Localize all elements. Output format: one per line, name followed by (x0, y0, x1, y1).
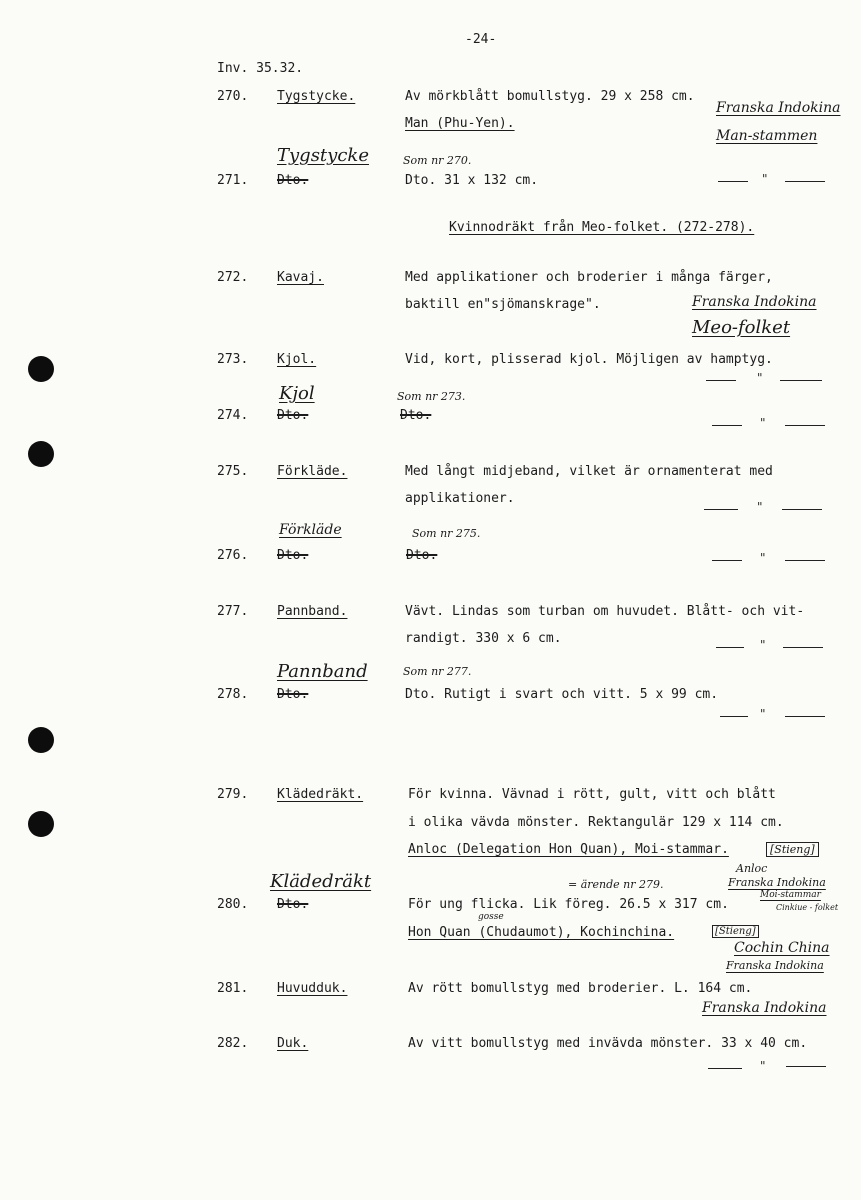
entry-number: 277. (217, 604, 249, 619)
inventory-number: Inv. 35.32. (217, 61, 304, 76)
handwritten-name: Förkläde (279, 522, 342, 538)
entry-number: 276. (217, 548, 249, 563)
handwritten-description: gosse (478, 912, 504, 922)
entry-number: 270. (217, 89, 249, 104)
binder-hole-1 (28, 356, 54, 382)
ditto-dash (780, 380, 822, 381)
binder-hole-3 (28, 727, 54, 753)
entry-description: Man (Phu-Yen). (405, 116, 515, 131)
margin-note: [Stieng] (766, 842, 819, 857)
entry-number: 280. (217, 897, 249, 912)
ditto-dash (783, 647, 823, 648)
page-number: -24- (465, 32, 497, 47)
handwritten-name: Klädedräkt (270, 871, 372, 892)
entry-number: 282. (217, 1036, 249, 1051)
entry-description: randigt. 330 x 6 cm. (405, 631, 562, 646)
entry-description: Av rött bomullstyg med broderier. L. 164 cm. (408, 981, 753, 996)
entry-number: 274. (217, 408, 249, 423)
entry-description: Av vitt bomullstyg med invävda mönster. 33 x 40 cm. (408, 1036, 808, 1051)
entry-name: Tygstycke. (277, 89, 356, 104)
margin-note: Cinkiue - folket (776, 903, 839, 912)
entry-description: Anloc (Delegation Hon Quan), Moi-stammar. (408, 842, 729, 857)
handwritten-description: Som nr 270. (403, 154, 472, 167)
ditto-mark: " (760, 416, 766, 430)
ditto-mark: " (760, 551, 766, 565)
ditto-dash (785, 181, 825, 182)
entry-description: Med långt midjeband, vilket är ornamenterat med (405, 464, 773, 479)
handwritten-description: Som nr 273. (397, 390, 466, 403)
margin-note: Meo-folket (692, 317, 791, 338)
entry-description: Dto. Rutigt i svart och vitt. 5 x 99 cm. (405, 687, 719, 702)
margin-note: Franska Indokina (726, 959, 824, 972)
handwritten-description: = ärende nr 279. (568, 878, 664, 891)
entry-number: 275. (217, 464, 249, 479)
entry-description: Vävt. Lindas som turban om huvudet. Blått- och vit- (405, 604, 805, 619)
section-heading: Kvinnodräkt från Meo-folket. (272-278). (449, 220, 755, 235)
binder-hole-2 (28, 441, 54, 467)
ditto-mark: " (760, 638, 766, 652)
ditto-dash (708, 1068, 742, 1069)
margin-note: Franska Indokina (716, 100, 841, 116)
margin-note: Man-stammen (716, 128, 818, 144)
ditto-dash (785, 425, 825, 426)
ditto-mark: " (757, 371, 763, 385)
entry-number: 281. (217, 981, 249, 996)
entry-description: Av mörkblått bomullstyg. 29 x 258 cm. (405, 89, 695, 104)
margin-note: Franska Indokina (692, 294, 817, 310)
ditto-mark: " (760, 1059, 766, 1073)
margin-note: Cochin China (734, 940, 830, 956)
ditto-dash (785, 560, 825, 561)
entry-name: Duk. (277, 1036, 309, 1051)
binder-hole-4 (28, 811, 54, 837)
margin-note: Franska Indokina (702, 1000, 827, 1016)
entry-name: Pannband. (277, 604, 348, 619)
ditto-mark: " (757, 500, 763, 514)
entry-description: Dto. (406, 548, 438, 563)
ditto-mark: " (760, 707, 766, 721)
ditto-dash (718, 181, 748, 182)
handwritten-name: Kjol (279, 383, 315, 404)
entry-name: Kjol. (277, 352, 317, 367)
entry-name: Dto. (277, 548, 309, 563)
entry-description: Dto. 31 x 132 cm. (405, 173, 539, 188)
entry-number: 273. (217, 352, 249, 367)
ditto-dash (712, 425, 742, 426)
entry-description: För kvinna. Vävnad i rött, gult, vitt och blått (408, 787, 776, 802)
entry-name: Huvudduk. (277, 981, 348, 996)
ditto-dash (716, 647, 744, 648)
entry-number: 278. (217, 687, 249, 702)
entry-description: Hon Quan (Chudaumot), Kochinchina. (408, 925, 675, 940)
ditto-dash (786, 1066, 826, 1067)
entry-description: Med applikationer och broderier i många färger, (405, 270, 773, 285)
entry-description: baktill en"sjömanskrage". (405, 297, 601, 312)
ditto-dash (704, 509, 738, 510)
entry-name: Klädedräkt. (277, 787, 364, 802)
handwritten-description: Som nr 275. (412, 527, 481, 540)
entry-description: Dto. (400, 408, 432, 423)
entry-name: Dto. (277, 173, 309, 188)
entry-description: i olika vävda mönster. Rektangulär 129 x 114 cm. (408, 815, 784, 830)
entry-name: Förkläde. (277, 464, 348, 479)
entry-name: Dto. (277, 408, 309, 423)
ditto-mark: " (762, 172, 768, 186)
ditto-dash (706, 380, 736, 381)
handwritten-name: Pannband (277, 661, 368, 682)
entry-description: För ung flicka. Lik föreg. 26.5 x 317 cm. (408, 897, 729, 912)
ditto-dash (712, 560, 742, 561)
entry-number: 272. (217, 270, 249, 285)
entry-number: 271. (217, 173, 249, 188)
handwritten-name: Tygstycke (277, 145, 369, 166)
entry-name: Dto. (277, 897, 309, 912)
entry-description: Vid, kort, plisserad kjol. Möjligen av hamptyg. (405, 352, 773, 367)
entry-name: Kavaj. (277, 270, 324, 285)
entry-name: Dto. (277, 687, 309, 702)
entry-description: applikationer. (405, 491, 515, 506)
margin-note: Franska Indokina (728, 876, 826, 889)
ditto-dash (720, 716, 748, 717)
ditto-dash (782, 509, 822, 510)
margin-note: Anloc (736, 862, 768, 875)
margin-note: [Stieng] (712, 925, 759, 938)
entry-number: 279. (217, 787, 249, 802)
margin-note: Moi-stammar (760, 890, 821, 900)
ditto-dash (785, 716, 825, 717)
handwritten-description: Som nr 277. (403, 665, 472, 678)
